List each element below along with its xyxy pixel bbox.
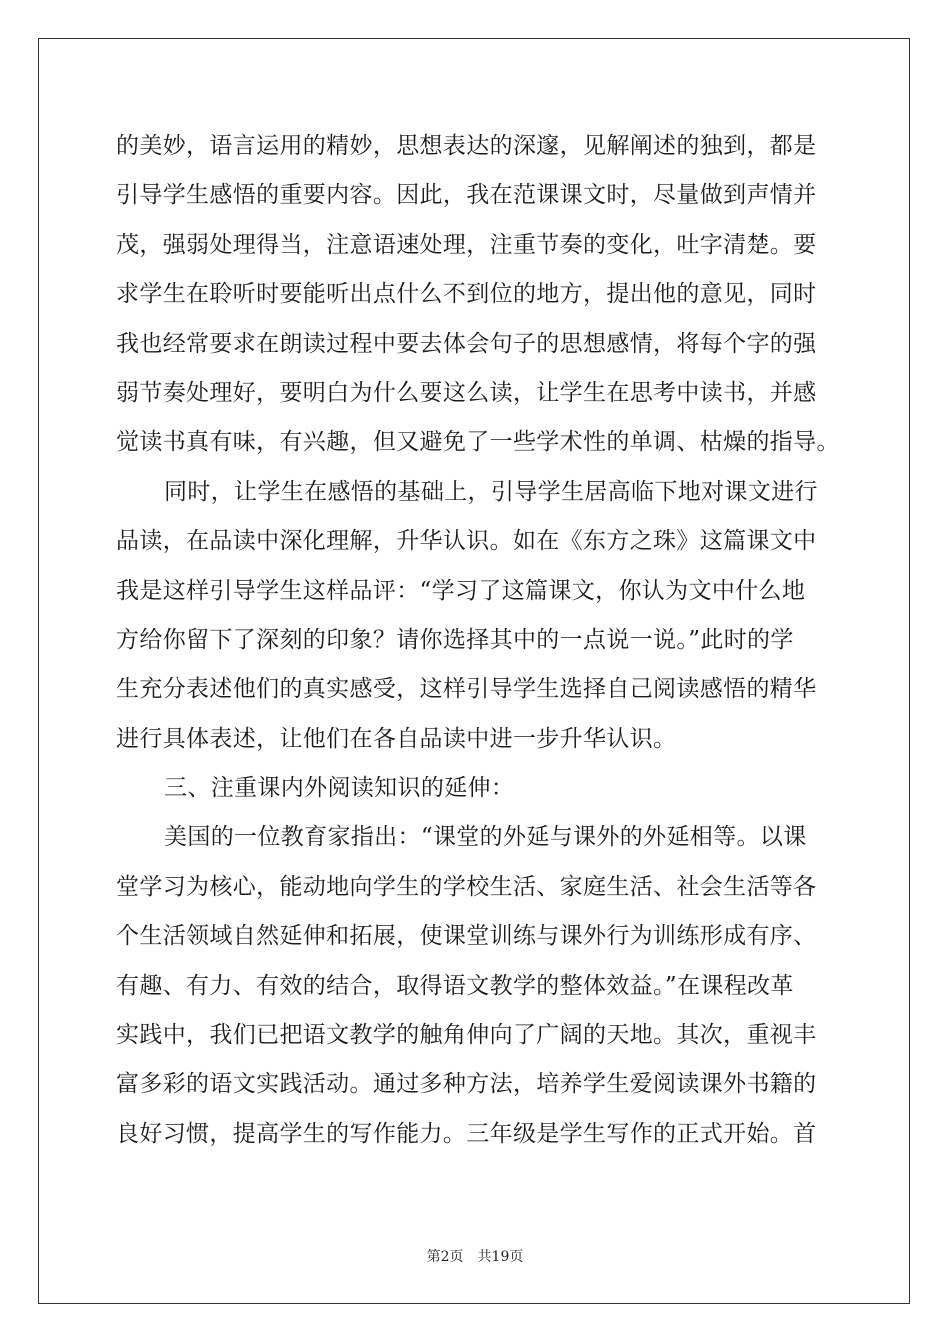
text-line: 进行具体表述，让他们在各自品读中进一步升华认识。 [116,725,677,752]
text-line: 实践中，我们已把语文教学的触角伸向了广阔的天地。其次，重视丰 [116,1022,817,1049]
text-line: 堂学习为核心，能动地向学生的学校生活、家庭生活、社会生活等各 [116,873,817,900]
text-line: 引导学生感悟的重要内容。因此，我在范课课文时，尽量做到声情并 [116,182,817,209]
text-line: 同时，让学生在感悟的基础上，引导学生居高临下地对课文进行 [164,478,818,505]
text-line: 三、注重课内外阅读知识的延伸： [164,775,515,802]
text-line: 我是这样引导学生这样品评：“学习了这篇课文，你认为文中什么地 [116,577,806,604]
page-footer [0,1246,950,1266]
text-line: 方给你留下了深刻的印象？请你选择其中的一点说一说。”此时的学 [116,626,794,653]
text-line: 求学生在聆听时要能听出点什么不到位的地方，提出他的意见，同时 [116,281,817,308]
text-line: 良好习惯，提高学生的写作能力。三年级是学生写作的正式开始。首 [116,1120,817,1147]
text-line: 有趣、有力、有效的结合，取得语文教学的整体效益。”在课程改革 [116,972,794,999]
text-line: 生充分表述他们的真实感受，这样引导学生选择自己阅读感悟的精华 [116,676,817,703]
text-line: 弱节奏处理好，要明白为什么要这么读，让学生在思考中读书，并感 [116,379,817,406]
text-line: 的美妙，语言运用的精妙，思想表达的深邃，见解阐述的独到，都是 [116,133,817,159]
text-line: 觉读书真有味，有兴趣，但又避免了一些学术性的单调、枯燥的指导。 [116,429,840,456]
text-line: 茂，强弱处理得当，注意语速处理，注重节奏的变化，吐字清楚。要 [116,231,817,258]
text-line: 我也经常要求在朗读过程中要去体会句子的思想感情，将每个字的强 [116,330,817,357]
text-line: 富多彩的语文实践活动。通过多种方法，培养学生爱阅读课外书籍的 [116,1071,817,1098]
page-total: 共19页 [477,1249,524,1265]
text-line: 个生活领域自然延伸和拓展，使课堂训练与课外行为训练形成有序、 [116,923,817,950]
document-body [116,122,840,1159]
text-line: 品读，在品读中深化理解，升华认识。如在《东方之珠》这篇课文中 [116,528,817,555]
page-number: 第2页 [426,1249,464,1265]
text-line: 美国的一位教育家指出：“课堂的外延与课外的外延相等。以课 [164,824,807,851]
